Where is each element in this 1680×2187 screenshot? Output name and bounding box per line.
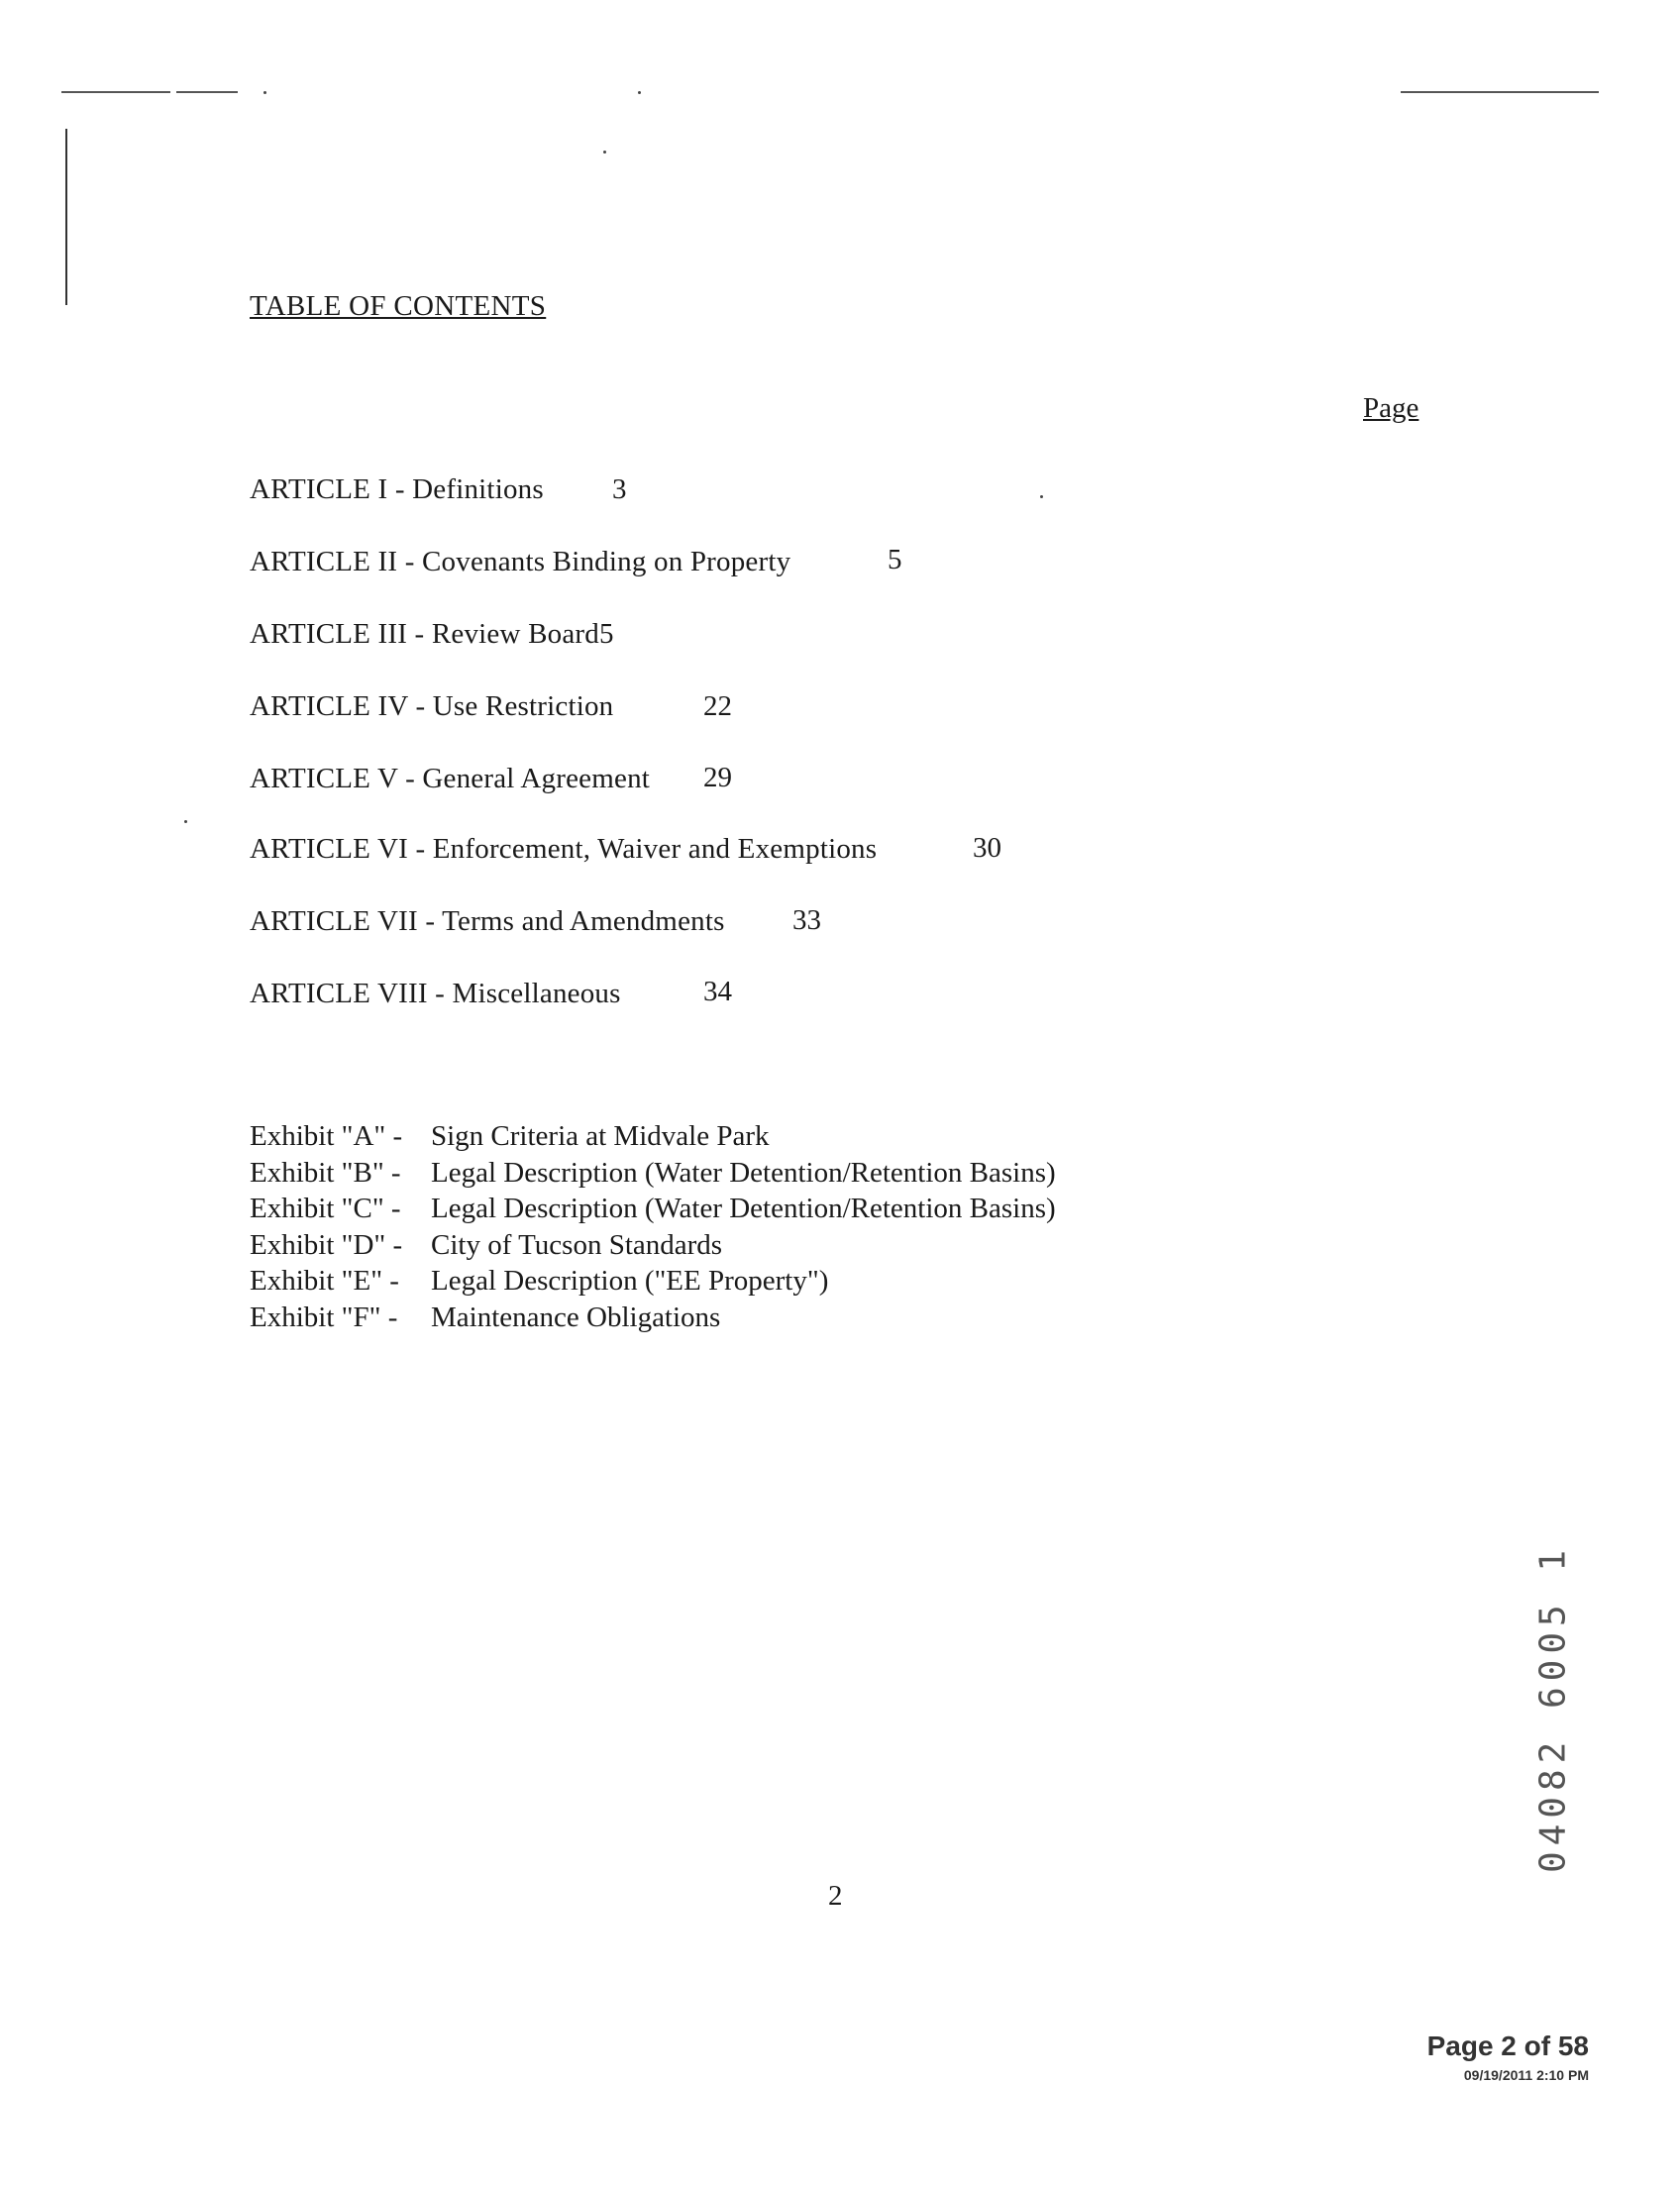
scan-speck [603,151,606,154]
exhibit-description: Sign Criteria at Midvale Park [431,1120,770,1152]
scan-speck [184,820,187,823]
toc-entry-page: 22 [703,690,732,722]
exhibit-label: Exhibit "E" - [250,1265,399,1298]
exhibit-label: Exhibit "C" - [250,1193,401,1225]
recorder-stamp [1499,1543,1608,1874]
exhibit-label: Exhibit "F" - [250,1301,398,1333]
toc-entry-page: 34 [703,976,732,1007]
scan-margin-line [65,129,67,305]
exhibit-label: Exhibit "B" - [250,1156,401,1189]
toc-entry-label: ARTICLE IV - Use Restriction [250,690,614,722]
toc-entry-label: ARTICLE VI - Enforcement, Waiver and Exemptions [250,833,878,865]
scan-speck [638,91,641,94]
page-column-header: Page [1363,392,1419,424]
toc-entry-label: ARTICLE III - Review Board5 [250,618,614,650]
toc-entry-page: 5 [888,544,902,575]
exhibit-description: Legal Description (Water Detention/Retention Basins) [431,1156,1056,1189]
footer-page-count: Page 2 of 58 [1426,2031,1589,2061]
toc-entry-label: ARTICLE VIII - Miscellaneous [250,978,621,1009]
toc-entry-page: 33 [792,904,821,936]
toc-entry-label: ARTICLE V - General Agreement [250,763,651,794]
toc-entry-page: 30 [973,832,1001,864]
toc-entry-page: 29 [703,762,732,793]
toc-entry-page: 3 [612,473,627,505]
scan-speck [1040,495,1043,498]
scan-line [1401,91,1599,93]
exhibit-description: Maintenance Obligations [431,1301,721,1333]
toc-entry-label: ARTICLE II - Covenants Binding on Property [250,546,791,577]
footer-timestamp: 09/19/2011 2:10 PM [1463,2067,1589,2083]
exhibit-label: Exhibit "D" - [250,1228,403,1261]
scan-line [176,91,238,93]
recorder-stamp-text: 04082 6005 1 [1532,1543,1574,1874]
exhibit-description: Legal Description (Water Detention/Retention Basins) [431,1193,1056,1225]
scan-speck [263,91,266,94]
page-number: 2 [828,1880,843,1912]
toc-title: TABLE OF CONTENTS [250,290,547,322]
scan-line [61,91,170,93]
exhibit-label: Exhibit "A" - [250,1120,403,1152]
exhibit-description: Legal Description ("EE Property") [431,1265,829,1298]
toc-entry-label: ARTICLE I - Definitions [250,473,544,505]
toc-entry-label: ARTICLE VII - Terms and Amendments [250,905,725,937]
exhibit-description: City of Tucson Standards [431,1228,723,1261]
